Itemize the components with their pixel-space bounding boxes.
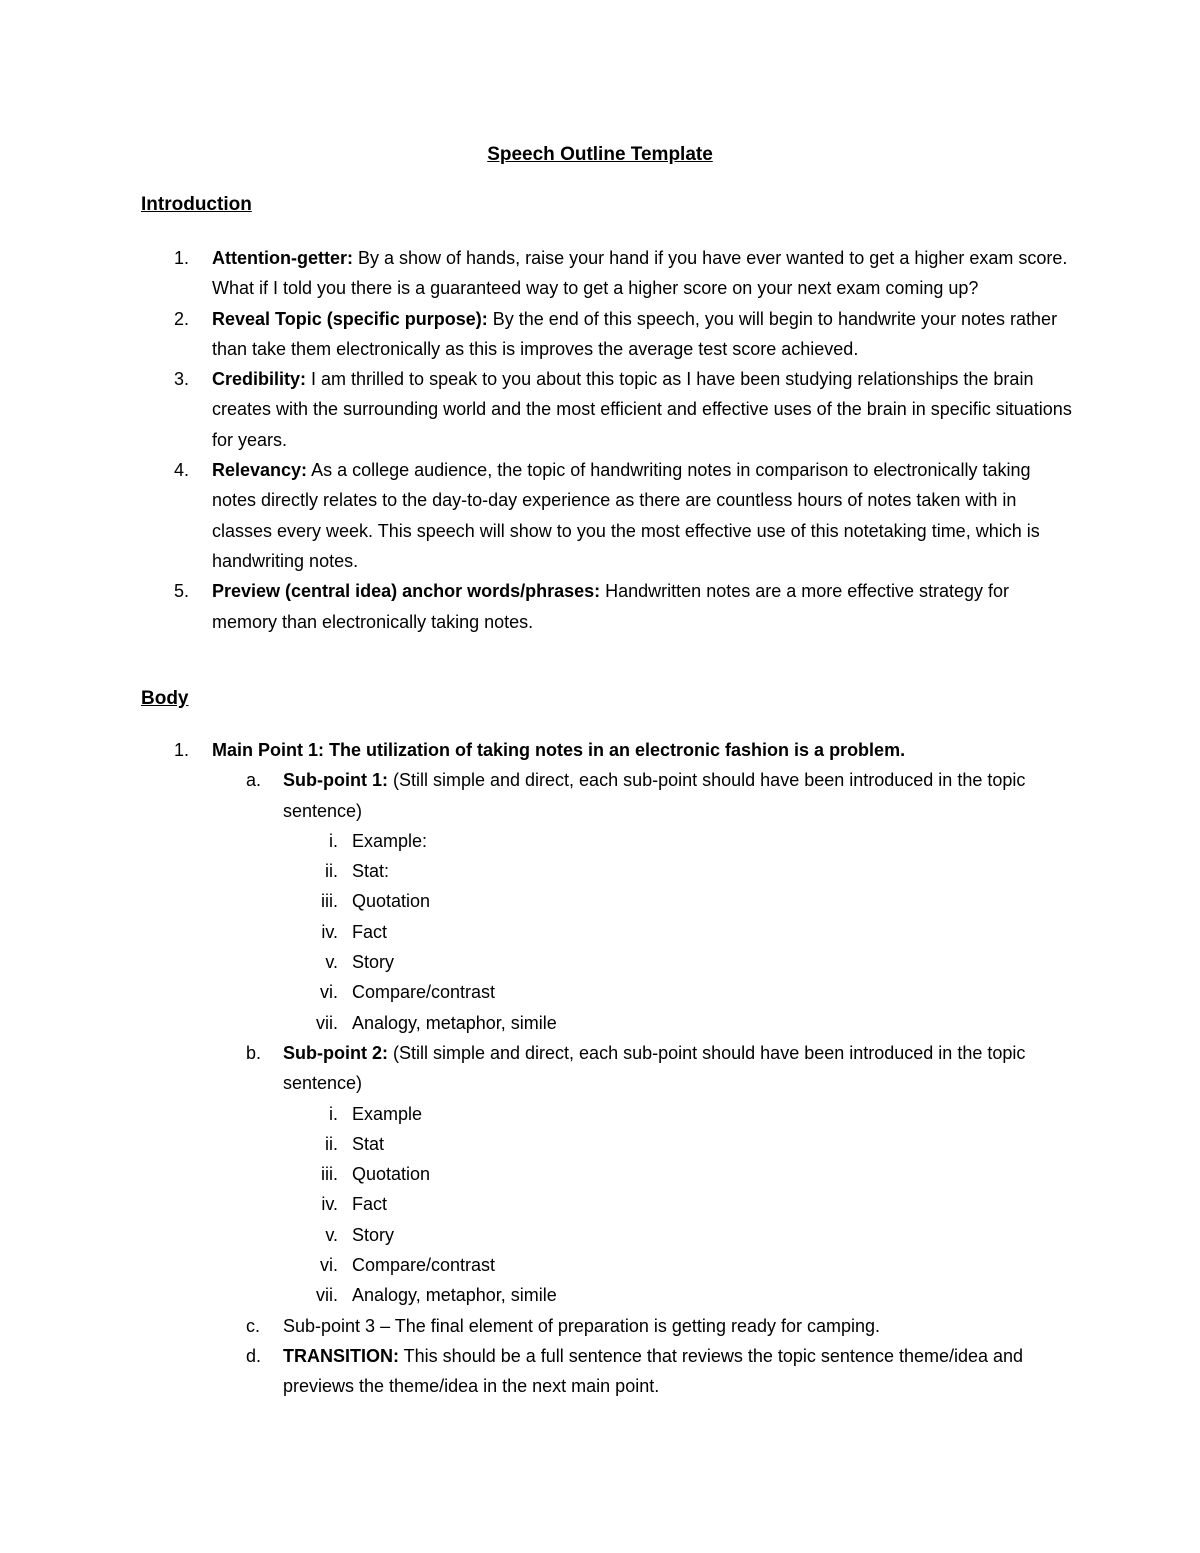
sub-point-label: TRANSITION: bbox=[283, 1345, 399, 1366]
list-item bbox=[0, 826, 1200, 856]
roman-numeral: vi. bbox=[320, 1255, 338, 1276]
sub-point-label: Sub-point 1: bbox=[283, 770, 388, 791]
body-heading: Body bbox=[141, 688, 189, 709]
list-item bbox=[0, 947, 1200, 977]
item-text: Handwritten notes are a more effective strategy for memory than electronically taking notes. bbox=[212, 581, 1010, 632]
item-text: As a college audience, the topic of handwriting notes in comparison to electronically taking notes directly relates to the day-to-day experience as there are countless hours of notes taken with in classes every week. This speech will show to you the most effective use of this notetaking time, which is handwriting notes. bbox=[212, 460, 1040, 571]
list-item bbox=[0, 1129, 1200, 1159]
sub-point-label: Sub-point 2: bbox=[283, 1042, 388, 1063]
list-number: 2. bbox=[174, 308, 190, 329]
item-text: I am thrilled to speak to you about this topic as I have been studying relationships the brain creates with the surrounding world and the most efficient and effective uses of the brain in specific situations for years. bbox=[212, 369, 1072, 450]
item-label: Reveal Topic (specific purpose): bbox=[212, 308, 488, 329]
list-number: 1. bbox=[174, 248, 190, 268]
sub-point-d-transition bbox=[0, 1341, 1063, 1402]
list-item-text: Fact bbox=[352, 1194, 388, 1215]
item-label: Credibility: bbox=[212, 369, 307, 390]
list-item-text: Compare/contrast bbox=[352, 982, 496, 1003]
list-number: 1. bbox=[174, 740, 190, 760]
item-label: Preview (central idea) anchor words/phrases: bbox=[212, 581, 601, 602]
main-point-text: Main Point 1: The utilization of taking notes in an electronic fashion is a problem. bbox=[212, 740, 906, 760]
list-item bbox=[0, 886, 1200, 916]
list-item bbox=[0, 1250, 1200, 1280]
list-item-text: Quotation bbox=[352, 891, 431, 912]
list-item-text: Story bbox=[352, 1224, 395, 1245]
roman-numeral: ii. bbox=[325, 861, 338, 882]
item-text: By the end of this speech, you will begin to handwrite your notes rather than take them electronically as this is improves the average test score achieved. bbox=[212, 308, 1058, 359]
sub-point-text: Sub-point 3 – The final element of preparation is getting ready for camping. bbox=[283, 1315, 881, 1336]
list-item-text: Story bbox=[352, 952, 395, 973]
sub-point-text: This should be a full sentence that reviews the topic sentence theme/idea and previews the theme/idea in the next main point. bbox=[283, 1345, 1024, 1397]
roman-numeral: v. bbox=[325, 1224, 338, 1245]
sub-point-b bbox=[0, 1038, 1063, 1099]
sub-point-c bbox=[0, 1311, 1063, 1341]
list-item-text: Analogy, metaphor, simile bbox=[352, 1012, 557, 1033]
list-item bbox=[0, 1099, 1200, 1129]
item-label: Attention-getter: bbox=[212, 248, 353, 268]
list-item bbox=[0, 1280, 1200, 1310]
intro-item-attention-getter bbox=[0, 243, 1072, 304]
introduction-heading: Introduction bbox=[141, 194, 252, 215]
introduction-list bbox=[0, 243, 1200, 637]
list-item-text: Fact bbox=[352, 921, 388, 942]
intro-item-credibility bbox=[0, 364, 1072, 455]
list-item-text: Compare/contrast bbox=[352, 1255, 496, 1276]
list-item bbox=[0, 917, 1200, 947]
roman-numeral: v. bbox=[325, 952, 338, 973]
main-point-1 bbox=[0, 735, 1200, 765]
roman-numeral: i. bbox=[329, 1103, 338, 1124]
sub-point-text: (Still simple and direct, each sub-point should have been introduced in the topic sentence) bbox=[283, 770, 1026, 821]
list-item bbox=[0, 1189, 1200, 1219]
list-item-text: Analogy, metaphor, simile bbox=[352, 1285, 557, 1306]
list-item bbox=[0, 1159, 1200, 1189]
sub-point-letter: c. bbox=[246, 1315, 261, 1336]
list-item bbox=[0, 1220, 1200, 1250]
list-item-text: Example bbox=[352, 1103, 423, 1124]
list-item-text: Stat bbox=[352, 1133, 385, 1154]
list-item-text: Stat: bbox=[352, 861, 390, 882]
sub-point-text: (Still simple and direct, each sub-point should have been introduced in the topic sentence) bbox=[283, 1042, 1026, 1094]
body-list bbox=[0, 735, 1200, 1402]
roman-numeral: vii. bbox=[316, 1012, 338, 1033]
roman-numeral: iii. bbox=[321, 891, 338, 912]
roman-numeral: vi. bbox=[320, 982, 338, 1003]
roman-numeral: ii. bbox=[325, 1133, 338, 1154]
intro-item-relevancy bbox=[0, 455, 1072, 576]
sub-point-letter: d. bbox=[246, 1345, 262, 1366]
list-item-text: Quotation bbox=[352, 1164, 431, 1185]
roman-numeral: iv. bbox=[321, 921, 338, 942]
roman-numeral: vii. bbox=[316, 1285, 338, 1306]
document-title: Speech Outline Template bbox=[487, 144, 713, 165]
sub-point-letter: a. bbox=[246, 770, 262, 791]
item-label: Relevancy: bbox=[212, 460, 308, 481]
list-item-text: Example: bbox=[352, 830, 428, 851]
sub-point-a bbox=[0, 765, 1063, 826]
roman-numeral: iii. bbox=[321, 1164, 338, 1185]
item-text: By a show of hands, raise your hand if you have ever wanted to get a higher exam score. What if I told you there is a guaranteed way to get a higher score on your next exam coming up? bbox=[212, 248, 1068, 299]
list-number: 4. bbox=[174, 460, 190, 481]
list-item bbox=[0, 1008, 1200, 1038]
list-item bbox=[0, 856, 1200, 886]
list-number: 5. bbox=[174, 581, 190, 602]
intro-item-reveal-topic bbox=[0, 304, 1072, 365]
list-number: 3. bbox=[174, 369, 190, 390]
roman-numeral: iv. bbox=[321, 1194, 338, 1215]
roman-numeral: i. bbox=[329, 830, 338, 851]
list-item bbox=[0, 977, 1200, 1007]
sub-point-letter: b. bbox=[246, 1042, 262, 1063]
intro-item-preview bbox=[0, 576, 1072, 637]
